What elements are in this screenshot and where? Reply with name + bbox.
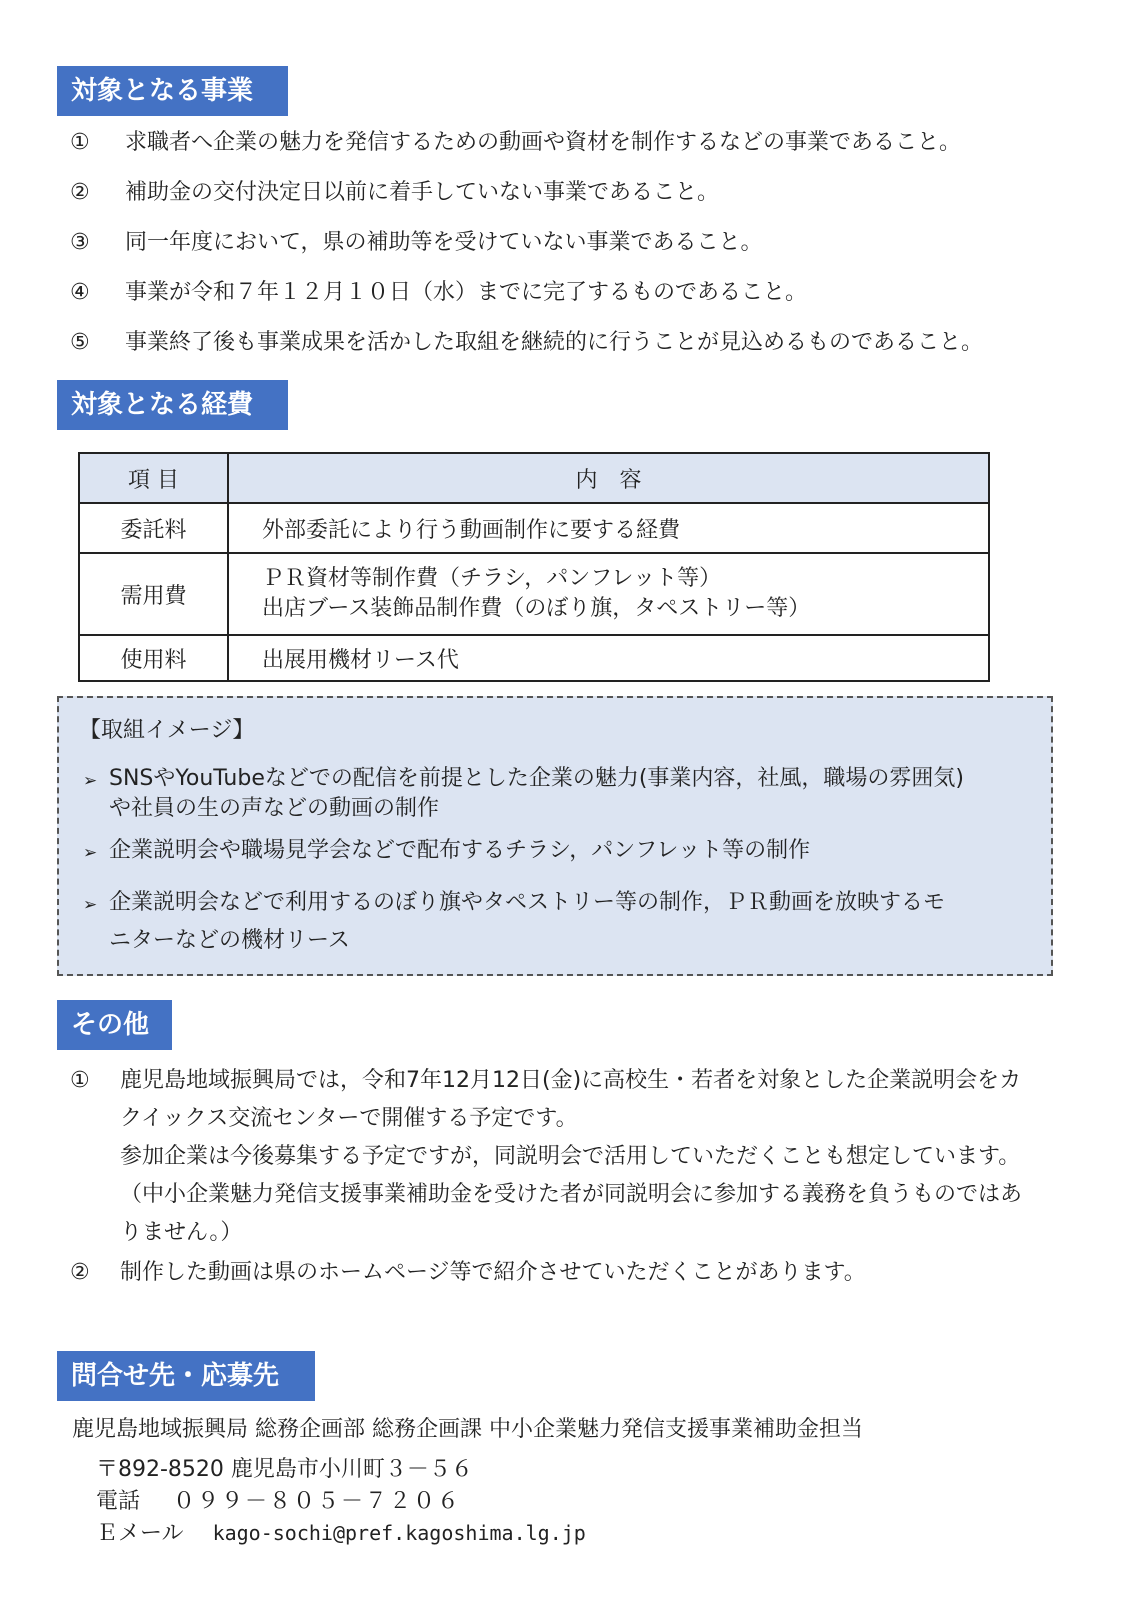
table-cell-content: 外部委託により行う動画制作に要する経費 [228, 503, 989, 553]
other-item-line: 制作した動画は県のホームページ等で紹介させていただくことがあります。 [120, 1260, 866, 1285]
table-header-row [79, 453, 989, 503]
other-item-line: 参加企業は今後募集する予定ですが，同説明会で活用していただくことも想定しています。 [120, 1144, 1021, 1169]
item-text: 補助金の交付決定日以前に着手していない事業であること。 [125, 180, 720, 205]
table-row [79, 635, 989, 681]
table-row [79, 503, 989, 553]
table-cell-content [228, 553, 989, 635]
box-item-line: SNSやYouTubeなどでの配信を前提とした企業の魅力(事業内容，社風，職場の雰囲気) [109, 766, 965, 791]
other-item-line: （中小企業魅力発信支援事業補助金を受けた者が同説明会に参加する義務を負うものではあ [120, 1182, 1023, 1207]
initiative-image-box [57, 696, 1053, 976]
section-header-contact: 問合せ先・応募先 [57, 1351, 315, 1401]
bullet-icon: ➢ [83, 843, 98, 863]
other-item-number: ① [70, 1068, 90, 1093]
other-item-line: 鹿児島地域振興局では，令和7年12月12日(金)に高校生・若者を対象とした企業説明会をカ [120, 1068, 1022, 1093]
table-header-item: 項 目 [79, 453, 228, 503]
table-header-content: 内 容 [228, 453, 989, 503]
contact-phone-row [96, 1484, 461, 1515]
box-item-line: ニターなどの機材リース [109, 928, 350, 953]
item-number: ⑤ [70, 330, 90, 355]
box-title: 【取組イメージ】 [79, 718, 255, 743]
email-link[interactable]: kago-sochi@pref.kagoshima.lg.jp [212, 1521, 586, 1545]
box-item-line: 企業説明会などで利用するのぼり旗やタペストリー等の制作，ＰＲ動画を放映するモ [109, 890, 946, 915]
section-header-target-business: 対象となる事業 [57, 66, 288, 116]
table-cell-item: 需用費 [79, 553, 228, 635]
item-text: 同一年度において，県の補助等を受けていない事業であること。 [125, 230, 763, 255]
phone-number: ０９９－８０５－７２０６ [173, 1489, 462, 1514]
box-item-line: や社員の生の声などの動画の制作 [109, 796, 440, 821]
item-number: ② [70, 180, 90, 205]
item-text: 事業終了後も事業成果を活かした取組を継続的に行うことが見込めるものであること。 [125, 330, 984, 355]
bullet-icon: ➢ [83, 895, 98, 915]
table-cell-item: 使用料 [79, 635, 228, 681]
item-number: ④ [70, 280, 90, 305]
other-item-line: りません。） [120, 1220, 243, 1245]
table-cell-item: 委託料 [79, 503, 228, 553]
table-cell-content: 出展用機材リース代 [228, 635, 989, 681]
table-cell-line: 出店ブース装飾品制作費（のぼり旗，タペストリー等） [262, 596, 811, 621]
box-item-line: 企業説明会や職場見学会などで配布するチラシ，パンフレット等の制作 [109, 838, 811, 863]
email-label: Ｅメール [96, 1521, 184, 1546]
contact-office: 鹿児島地域振興局 総務企画部 総務企画課 中小企業魅力発信支援事業補助金担当 [72, 1417, 863, 1442]
section-header-target-expense: 対象となる経費 [57, 380, 288, 430]
other-item-line: クイックス交流センターで開催する予定です。 [120, 1106, 578, 1131]
contact-address: 〒892-8520 鹿児島市小川町３－５６ [96, 1457, 473, 1482]
other-item-number: ② [70, 1260, 90, 1285]
table-cell-line: ＰＲ資材等制作費（チラシ，パンフレット等） [262, 566, 722, 591]
contact-email-row [96, 1516, 586, 1547]
bullet-icon: ➢ [83, 771, 98, 791]
section-header-other: その他 [57, 1000, 172, 1050]
item-text: 事業が令和７年１２月１０日（水）までに完了するものであること。 [125, 280, 808, 305]
item-text: 求職者へ企業の魅力を発信するための動画や資材を制作するなどの事業であること。 [125, 130, 962, 155]
item-number: ③ [70, 230, 90, 255]
phone-label: 電話 [96, 1489, 141, 1514]
item-number: ① [70, 130, 90, 155]
table-row [79, 553, 989, 635]
expense-table [78, 452, 990, 682]
